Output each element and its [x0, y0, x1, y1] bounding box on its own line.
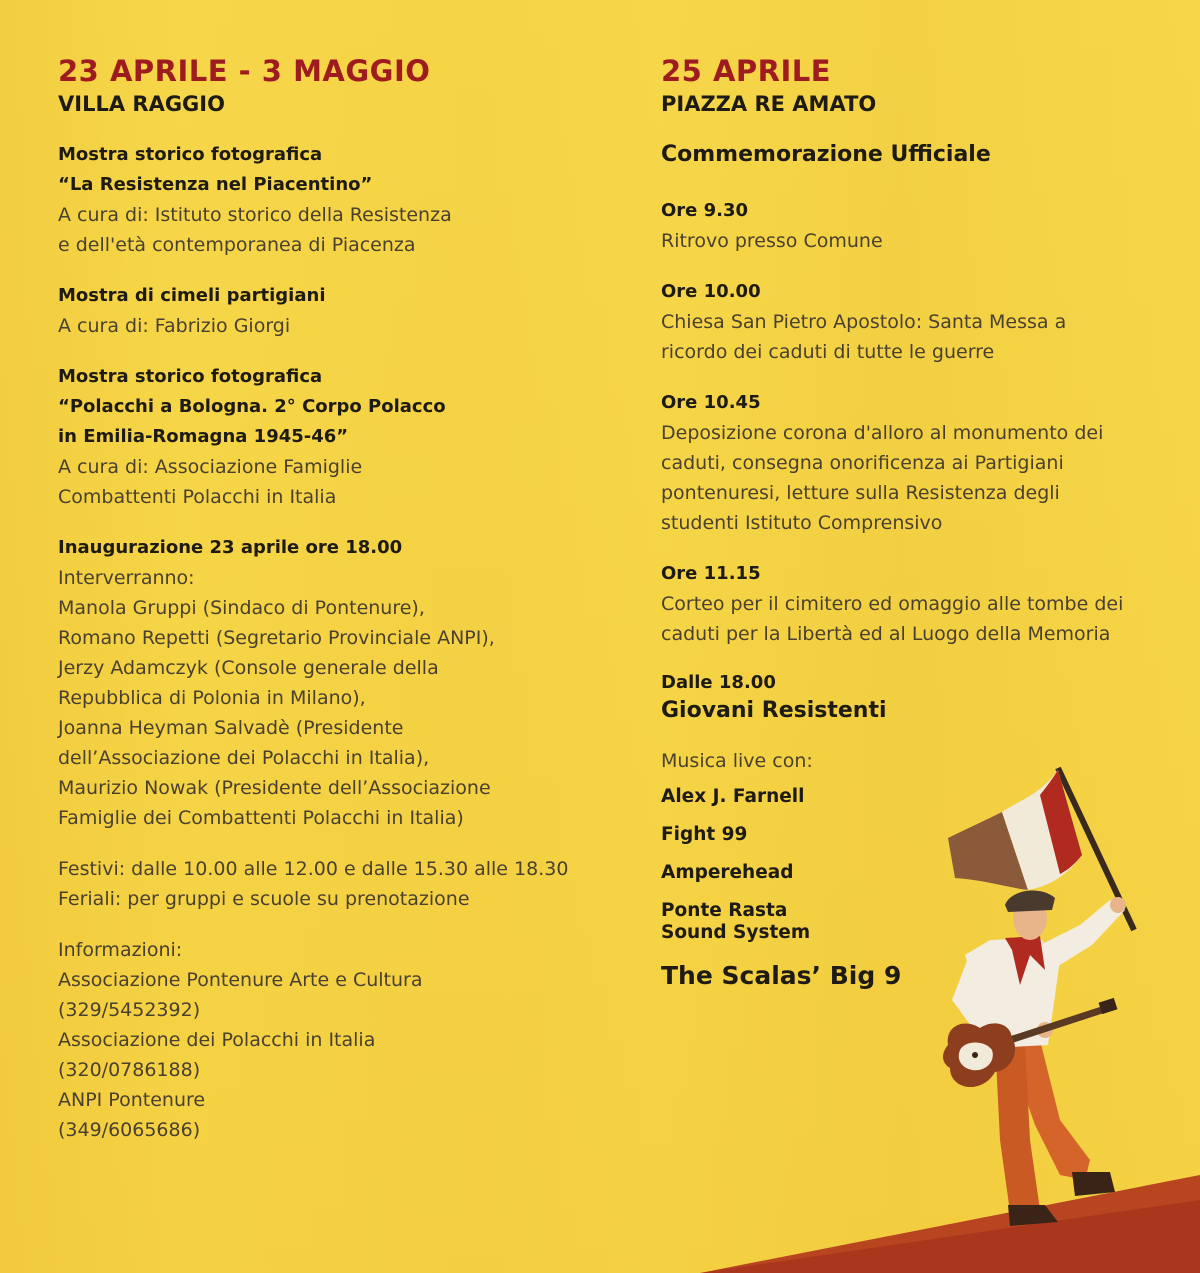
opening-hours: [58, 854, 578, 914]
exhibit-title: Mostra di cimeli partigiani: [58, 285, 326, 306]
exhibit-resistenza: [58, 140, 578, 260]
exhibit-title: Mostra storico fotografica: [58, 144, 323, 165]
info-phone: (349/6065686): [58, 1119, 201, 1141]
band-name: Alex J. Farnell: [661, 786, 805, 807]
schedule-desc: caduti, consegna onorificenza ai Partigiani: [661, 452, 1064, 474]
exhibit-curator: A cura di: Istituto storico della Resistenza: [58, 204, 452, 226]
concert-title: Giovani Resistenti: [661, 698, 887, 723]
speaker-line: Famiglie dei Combattenti Polacchi in Italia): [58, 807, 464, 829]
speaker-line: Repubblica di Polonia in Milano),: [58, 687, 366, 709]
speaker-line: Romano Repetti (Segretario Provinciale ANPI),: [58, 627, 495, 649]
schedule-time: Ore 9.30: [661, 200, 749, 221]
info-phone: (320/0786188): [58, 1059, 201, 1081]
schedule-desc: caduti per la Libertà ed al Luogo della Memoria: [661, 623, 1111, 645]
schedule-item: [661, 559, 1161, 649]
speaker-line: Manola Gruppi (Sindaco di Pontenure),: [58, 597, 425, 619]
speaker-line: Interverranno:: [58, 567, 195, 589]
speaker-line: dell’Associazione dei Polacchi in Italia),: [58, 747, 430, 769]
speaker-line: Maurizio Nowak (Presidente dell’Associazione: [58, 777, 491, 799]
right-date-heading: 25 APRILE: [661, 54, 832, 88]
left-column: [58, 52, 578, 1166]
schedule-item: [661, 277, 1161, 367]
schedule-time: Ore 10.00: [661, 281, 761, 302]
concert-time: Dalle 18.00: [661, 672, 776, 693]
right-column: [661, 52, 1161, 992]
left-date-heading: 23 APRILE - 3 MAGGIO: [58, 54, 431, 88]
info-line: ANPI Pontenure: [58, 1089, 206, 1111]
schedule-desc: Chiesa San Pietro Apostolo: Santa Messa a: [661, 311, 1067, 333]
band-name: Fight 99: [661, 824, 748, 845]
schedule-time: Ore 10.45: [661, 392, 761, 413]
schedule-item: [661, 388, 1161, 538]
exhibit-curator: A cura di: Associazione Famiglie: [58, 456, 363, 478]
info-phone: (329/5452392): [58, 999, 201, 1021]
band-name-cont: Sound System: [661, 922, 811, 943]
red-slope: [700, 1175, 1200, 1273]
info-line: Associazione dei Polacchi in Italia: [58, 1029, 376, 1051]
evening-concert: [661, 670, 1161, 992]
schedule-desc: studenti Istituto Comprensivo: [661, 512, 943, 534]
left-venue: VILLA RAGGIO: [58, 92, 225, 116]
contact-info: [58, 935, 578, 1145]
exhibit-curator: A cura di: Fabrizio Giorgi: [58, 315, 291, 337]
exhibit-curator-cont: e dell'età contemporanea di Piacenza: [58, 234, 416, 256]
exhibit-subtitle: “La Resistenza nel Piacentino”: [58, 174, 373, 195]
exhibit-polacchi: [58, 362, 578, 512]
commemoration-heading: Commemorazione Ufficiale: [661, 142, 991, 167]
exhibit-subtitle-cont: in Emilia-Romagna 1945-46”: [58, 426, 349, 447]
concert-intro: Musica live con:: [661, 750, 813, 772]
inauguration-title: Inaugurazione 23 aprile ore 18.00: [58, 537, 403, 558]
hours-weekdays: Feriali: per gruppi e scuole su prenotazione: [58, 888, 470, 910]
speaker-line: Joanna Heyman Salvadè (Presidente: [58, 717, 404, 739]
hours-holidays: Festivi: dalle 10.00 alle 12.00 e dalle 15.30 alle 18.30: [58, 858, 569, 880]
schedule-desc: Ritrovo presso Comune: [661, 230, 883, 252]
right-venue: PIAZZA RE AMATO: [661, 92, 877, 116]
info-line: Informazioni:: [58, 939, 183, 961]
schedule-desc: Deposizione corona d'alloro al monumento dei: [661, 422, 1104, 444]
info-line: Associazione Pontenure Arte e Cultura: [58, 969, 423, 991]
schedule-desc: ricordo dei caduti di tutte le guerre: [661, 341, 995, 363]
speaker-line: Jerzy Adamczyk (Console generale della: [58, 657, 439, 679]
exhibit-subtitle: “Polacchi a Bologna. 2° Corpo Polacco: [58, 396, 446, 417]
schedule-desc: Corteo per il cimitero ed omaggio alle tombe dei: [661, 593, 1124, 615]
headliner-band: The Scalas’ Big 9: [661, 961, 902, 990]
schedule-desc: pontenuresi, letture sulla Resistenza degli: [661, 482, 1060, 504]
schedule-time: Ore 11.15: [661, 563, 761, 584]
inauguration: [58, 533, 578, 833]
exhibit-title: Mostra storico fotografica: [58, 366, 323, 387]
band-name: Ponte Rasta: [661, 900, 788, 921]
exhibit-cimeli: [58, 281, 578, 341]
exhibit-curator-cont: Combattenti Polacchi in Italia: [58, 486, 337, 508]
schedule-item: [661, 196, 1161, 256]
band-name: Amperehead: [661, 862, 794, 883]
guitar: [943, 998, 1117, 1087]
